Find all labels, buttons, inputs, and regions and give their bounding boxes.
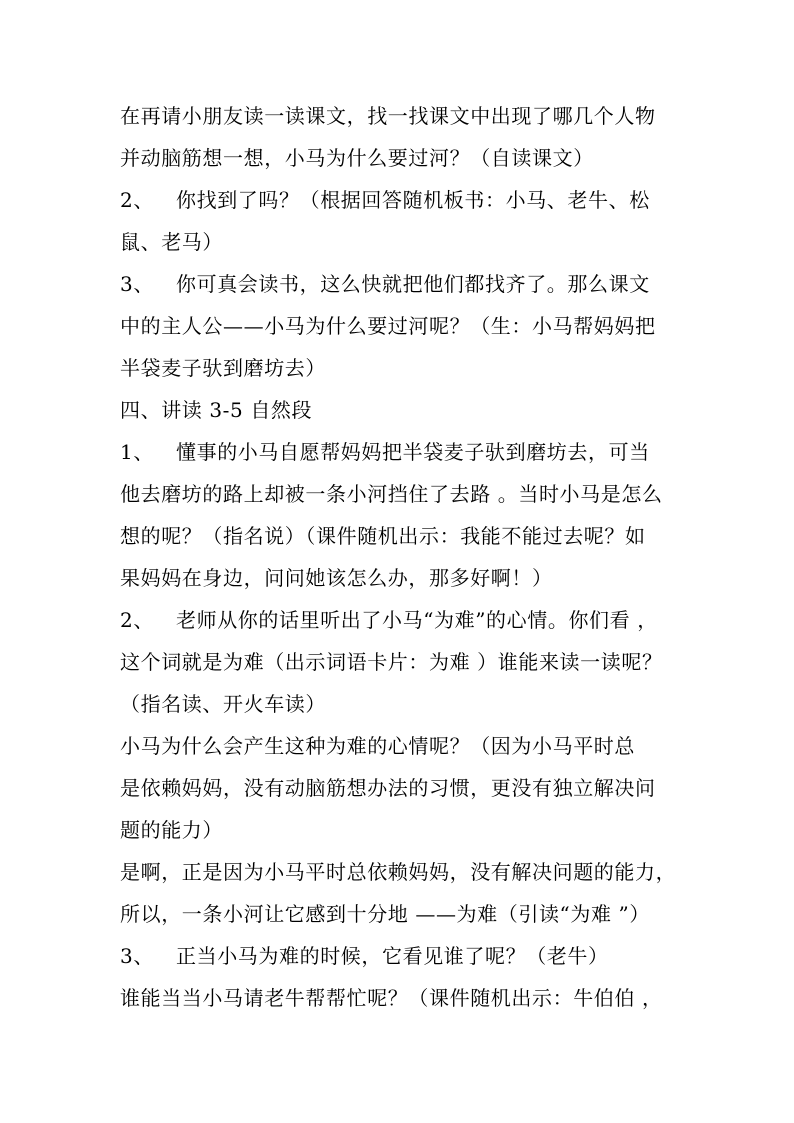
text-line: 是依赖妈妈，没有动脑筋想办法的习惯，更没有独立解决问 bbox=[120, 776, 656, 800]
text-line: 所以，一条小河让它感到十分地 ——为难（引读“为难 ”） bbox=[120, 902, 650, 926]
numbered-line bbox=[120, 272, 680, 296]
text-line: 中的主人公——小马为什么要过河呢？（生：小马帮妈妈把 bbox=[120, 314, 656, 338]
item-number: 2、 bbox=[120, 608, 154, 632]
text-line: 半袋麦子驮到磨坊去） bbox=[120, 356, 326, 380]
numbered-line bbox=[120, 440, 680, 464]
text-line: 鼠、老马） bbox=[120, 230, 223, 254]
text-line: 正当小马为难的时候，它看见谁了呢？（老牛） bbox=[176, 944, 609, 968]
item-number: 1、 bbox=[120, 440, 154, 464]
section-heading: 四、讲读 3-5 自然段 bbox=[120, 398, 313, 422]
numbered-line bbox=[120, 608, 680, 632]
text-line: 懂事的小马自愿帮妈妈把半袋麦子驮到磨坊去，可当 bbox=[176, 440, 650, 464]
text-line: 老师从你的话里听出了小马“为难”的心情。你们看 ， bbox=[176, 608, 658, 632]
item-number: 3、 bbox=[120, 272, 154, 296]
text-line: 果妈妈在身边，问问她该怎么办，那多好啊！） bbox=[120, 566, 553, 590]
text-line: 这个词就是为难（出示词语卡片：为难 ）谁能来读一读呢？ bbox=[120, 650, 663, 674]
item-number: 3、 bbox=[120, 944, 154, 968]
numbered-line bbox=[120, 944, 680, 968]
text-line: 并动脑筋想一想，小马为什么要过河？（自读课文） bbox=[120, 146, 594, 170]
text-line: （指名读、开火车读） bbox=[120, 692, 326, 716]
text-line: 谁能当当小马请老牛帮帮忙呢？（课件随机出示：牛伯伯 ， bbox=[120, 986, 663, 1010]
text-line: 小马为什么会产生这种为难的心情呢？（因为小马平时总 bbox=[120, 734, 635, 758]
numbered-line bbox=[120, 188, 680, 212]
text-line: 他去磨坊的路上却被一条小河挡住了去路 。当时小马是怎么 bbox=[120, 482, 663, 506]
text-line: 是啊，正是因为小马平时总依赖妈妈，没有解决问题的能力， bbox=[120, 860, 677, 884]
item-number: 2、 bbox=[120, 188, 154, 212]
text-line: 想的呢？（指名说）（课件随机出示：我能不能过去呢？如 bbox=[120, 524, 646, 548]
text-line: 你找到了吗？（根据回答随机板书：小马、老牛、松 bbox=[176, 188, 650, 212]
text-line: 你可真会读书，这么快就把他们都找齐了。那么课文 bbox=[176, 272, 650, 296]
text-line: 在再请小朋友读一读课文，找一找课文中出现了哪几个人物 bbox=[120, 104, 656, 128]
text-line: 题的能力） bbox=[120, 818, 223, 842]
